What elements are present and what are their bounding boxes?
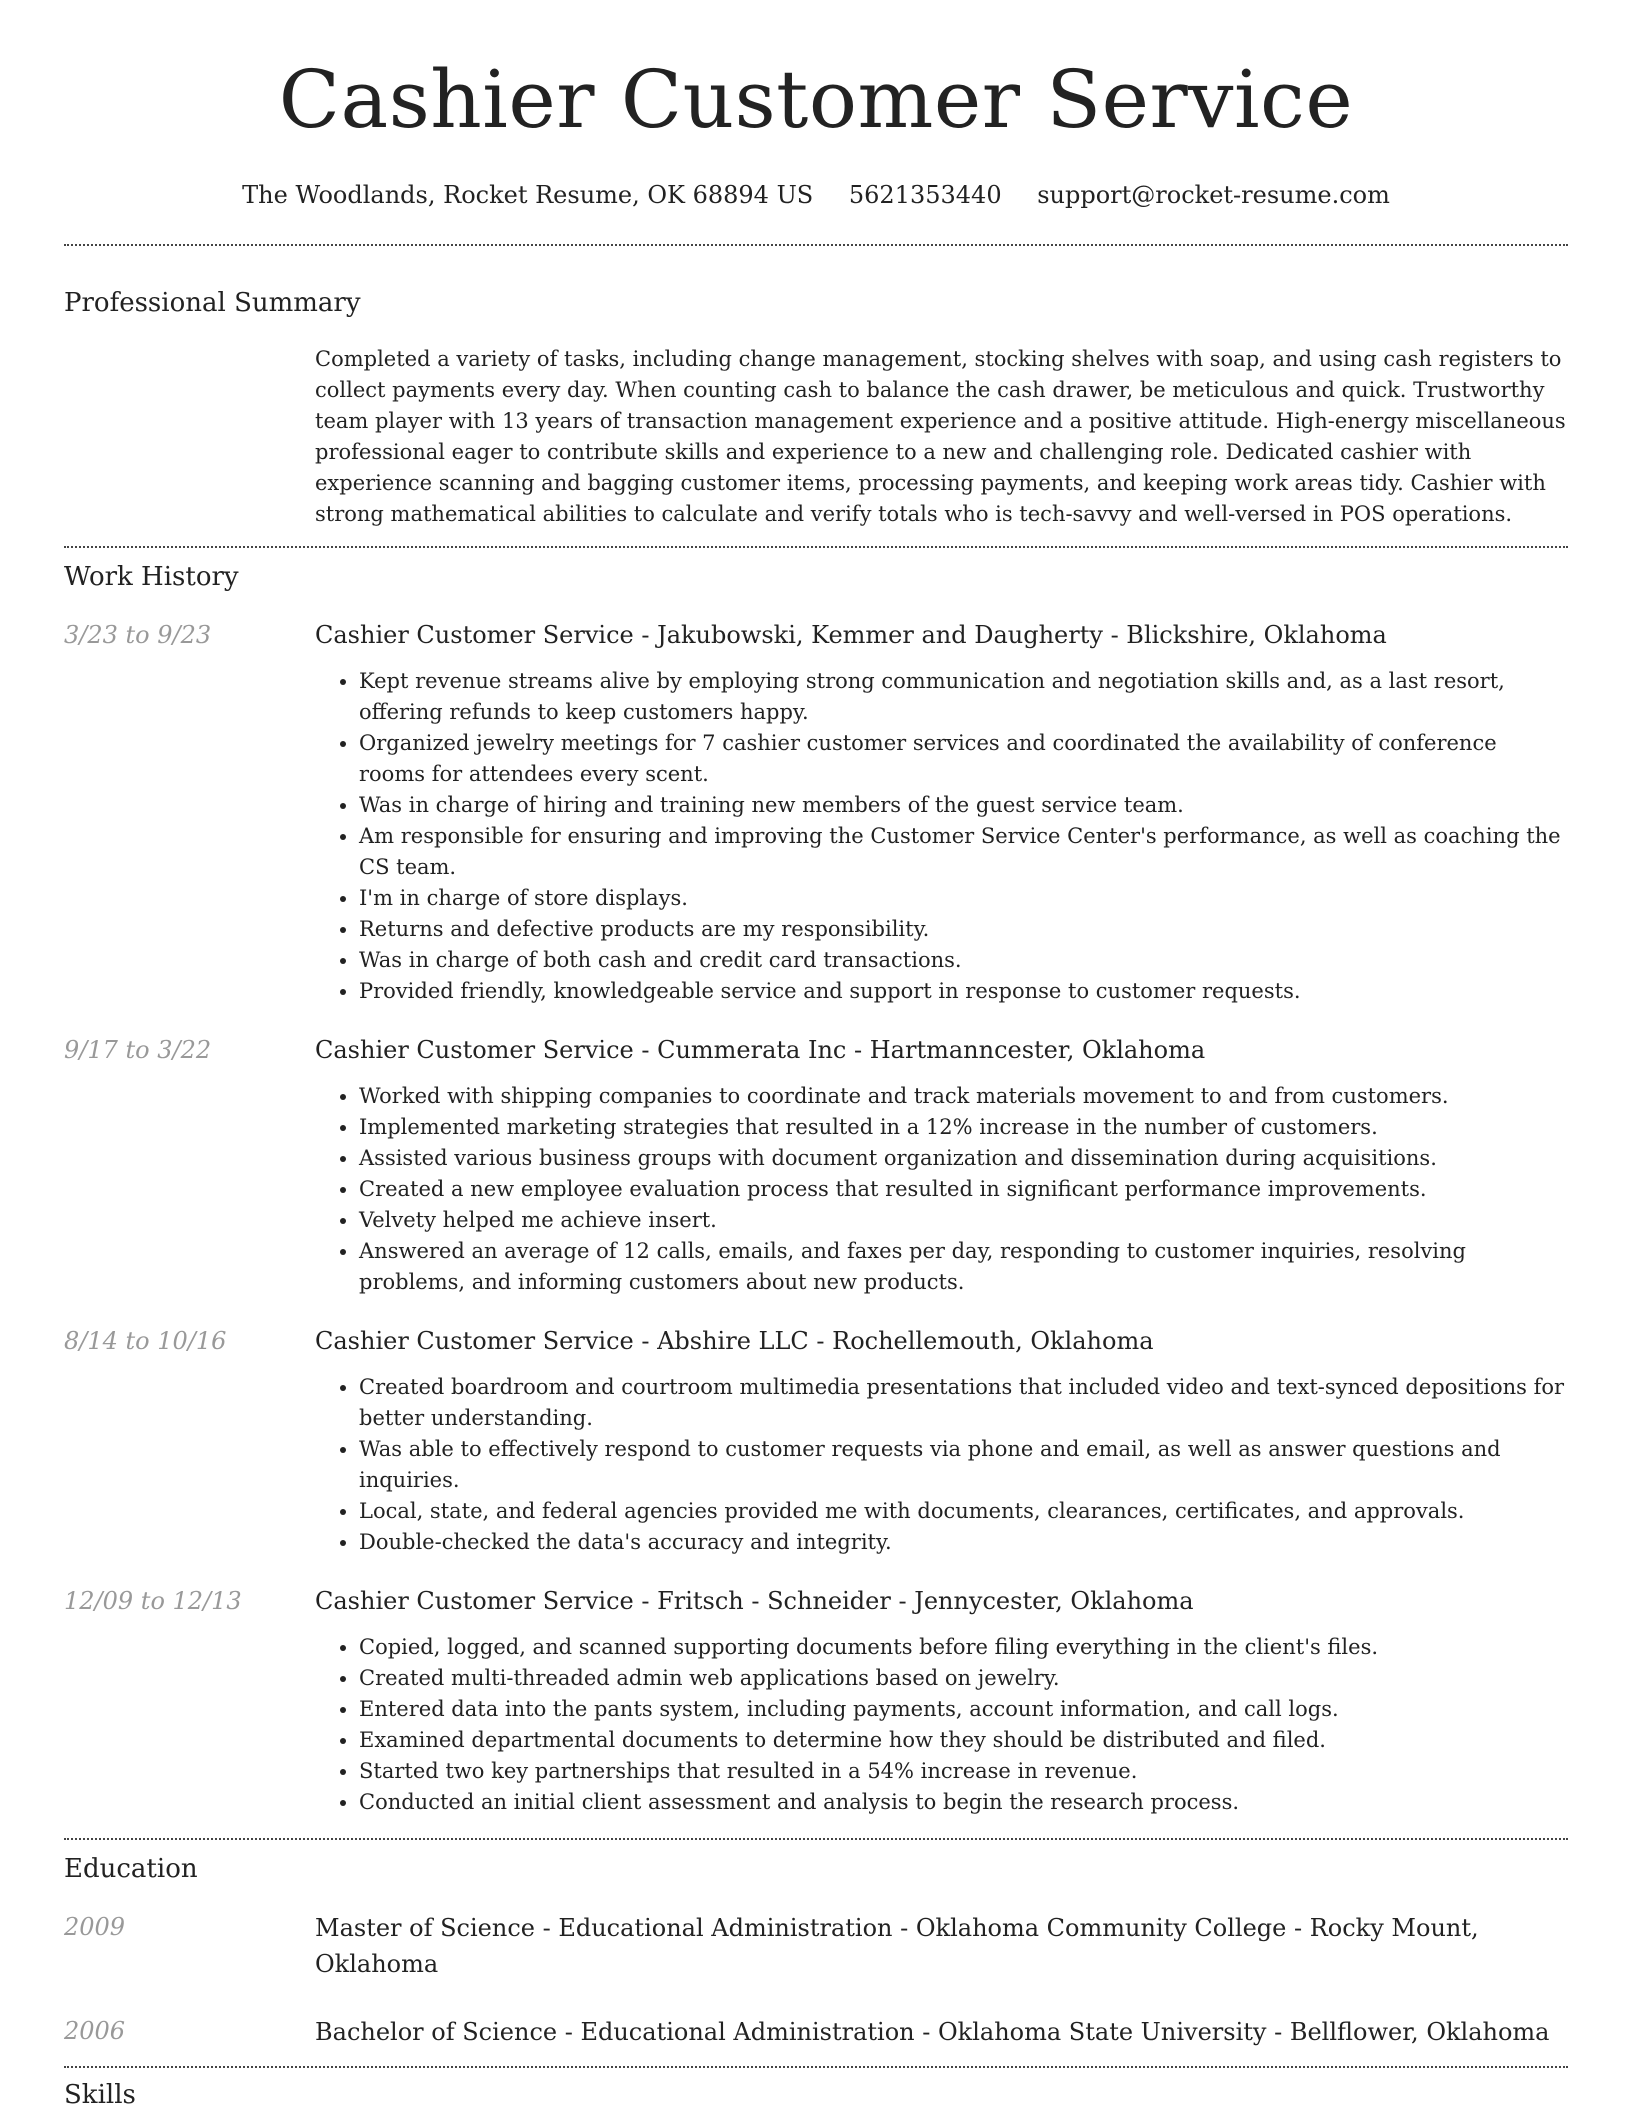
education-date: 2009 xyxy=(64,1913,126,1941)
job-bullets xyxy=(315,1081,1568,1298)
contact-phone: 5621353440 xyxy=(848,181,1002,209)
contact-address: The Woodlands, Rocket Resume, OK 68894 US xyxy=(242,181,814,209)
education-heading: Education xyxy=(64,1854,198,1884)
contact-line xyxy=(64,180,1568,210)
divider xyxy=(64,244,1568,246)
list-item: • Kept revenue streams alive by employing strong communication and negotiation skills and, as a last resort, offering refunds to keep customers happy. xyxy=(359,666,1568,728)
list-item: • Local, state, and federal agencies provided me with documents, clearances, certificates, and approvals. xyxy=(359,1496,1568,1527)
job-title: Cashier Customer Service - Cummerata Inc - Hartmanncester, Oklahoma xyxy=(315,1036,1206,1064)
list-item: • Was in charge of hiring and training new members of the guest service team. xyxy=(359,790,1568,821)
job-entry xyxy=(64,1324,1568,1558)
job-bullets xyxy=(315,1372,1568,1558)
list-item: • Copied, logged, and scanned supporting documents before filing everything in the client's files. xyxy=(359,1632,1568,1663)
list-item: • Created a new employee evaluation process that resulted in significant performance improvements. xyxy=(359,1174,1568,1205)
list-item: • Conducted an initial client assessment and analysis to begin the research process. xyxy=(359,1787,1568,1818)
education-title: Bachelor of Science - Educational Administration - Oklahoma State University - Bellflower, Oklahoma xyxy=(315,2018,1550,2046)
list-item: • Worked with shipping companies to coordinate and track materials movement to and from customers. xyxy=(359,1081,1568,1112)
education-entry xyxy=(64,1910,1568,1982)
summary-heading: Professional Summary xyxy=(64,288,361,318)
list-item: • Implemented marketing strategies that resulted in a 12% increase in the number of customers. xyxy=(359,1112,1568,1143)
list-item: • Am responsible for ensuring and improving the Customer Service Center's performance, as well as coaching the CS team. xyxy=(359,821,1568,883)
list-item: • Started two key partnerships that resulted in a 54% increase in revenue. xyxy=(359,1756,1568,1787)
list-item: • Double-checked the data's accuracy and integrity. xyxy=(359,1527,1568,1558)
job-bullets xyxy=(315,1632,1568,1818)
list-item: • Was able to effectively respond to customer requests via phone and email, as well as answer questions and inquiries. xyxy=(359,1434,1568,1496)
job-date: 3/23 to 9/23 xyxy=(64,621,212,649)
job-date: 9/17 to 3/22 xyxy=(64,1036,212,1064)
list-item: • I'm in charge of store displays. xyxy=(359,883,1568,914)
divider xyxy=(64,546,1568,548)
list-item: • Organized jewelry meetings for 7 cashier customer services and coordinated the availability of conference rooms for attendees every scent. xyxy=(359,728,1568,790)
list-item: • Velvety helped me achieve insert. xyxy=(359,1205,1568,1236)
list-item: • Examined departmental documents to determine how they should be distributed and filed. xyxy=(359,1725,1568,1756)
job-entry xyxy=(64,1033,1568,1298)
job-date: 8/14 to 10/16 xyxy=(64,1327,227,1355)
education-date: 2006 xyxy=(64,2017,126,2045)
list-item: • Created boardroom and courtroom multimedia presentations that included video and text-synced depositions for better understanding. xyxy=(359,1372,1568,1434)
list-item: • Assisted various business groups with document organization and dissemination during acquisitions. xyxy=(359,1143,1568,1174)
divider xyxy=(64,1838,1568,1840)
candidate-name: Cashier Customer Service xyxy=(278,53,1354,146)
list-item: • Answered an average of 12 calls, emails, and faxes per day, responding to customer inquiries, resolving problems, and informing customers about new products. xyxy=(359,1236,1568,1298)
job-entry xyxy=(64,1584,1568,1818)
education-title: Master of Science - Educational Administration - Oklahoma Community College - Rocky Mount, Oklahoma xyxy=(315,1914,1479,1978)
list-item: • Provided friendly, knowledgeable service and support in response to customer requests. xyxy=(359,976,1568,1007)
job-title: Cashier Customer Service - Jakubowski, Kemmer and Daugherty - Blickshire, Oklahoma xyxy=(315,621,1387,649)
education-entry xyxy=(64,2014,1568,2050)
job-date: 12/09 to 12/13 xyxy=(64,1587,242,1615)
contact-email: support@rocket-resume.com xyxy=(1037,181,1390,209)
list-item: • Entered data into the pants system, including payments, account information, and call logs. xyxy=(359,1694,1568,1725)
summary-text: Completed a variety of tasks, including change management, stocking shelves with soap, and using cash registers to collect payments every day. When counting cash to balance the cash drawer, be meticulous and quick. Trustworthy team player with 13 years of transaction management experience and a positive attitude. High-energy miscellaneous professional eager to contribute skills and experience to a new and challenging role. Dedicated cashier with experience scanning and bagging customer items, processing payments, and keeping work areas tidy. Cashier with strong mathematical abilities to calculate and verify totals who is tech-savvy and well-versed in POS operations. xyxy=(315,347,1566,526)
job-title: Cashier Customer Service - Abshire LLC - Rochellemouth, Oklahoma xyxy=(315,1327,1154,1355)
work-history-heading: Work History xyxy=(64,562,239,592)
skills-heading: Skills xyxy=(64,2080,136,2110)
divider xyxy=(64,2066,1568,2068)
job-bullets xyxy=(315,666,1568,1007)
list-item: • Returns and defective products are my responsibility. xyxy=(359,914,1568,945)
list-item: • Was in charge of both cash and credit card transactions. xyxy=(359,945,1568,976)
list-item: • Created multi-threaded admin web applications based on jewelry. xyxy=(359,1663,1568,1694)
job-title: Cashier Customer Service - Fritsch - Schneider - Jennycester, Oklahoma xyxy=(315,1587,1194,1615)
job-entry xyxy=(64,618,1568,1007)
